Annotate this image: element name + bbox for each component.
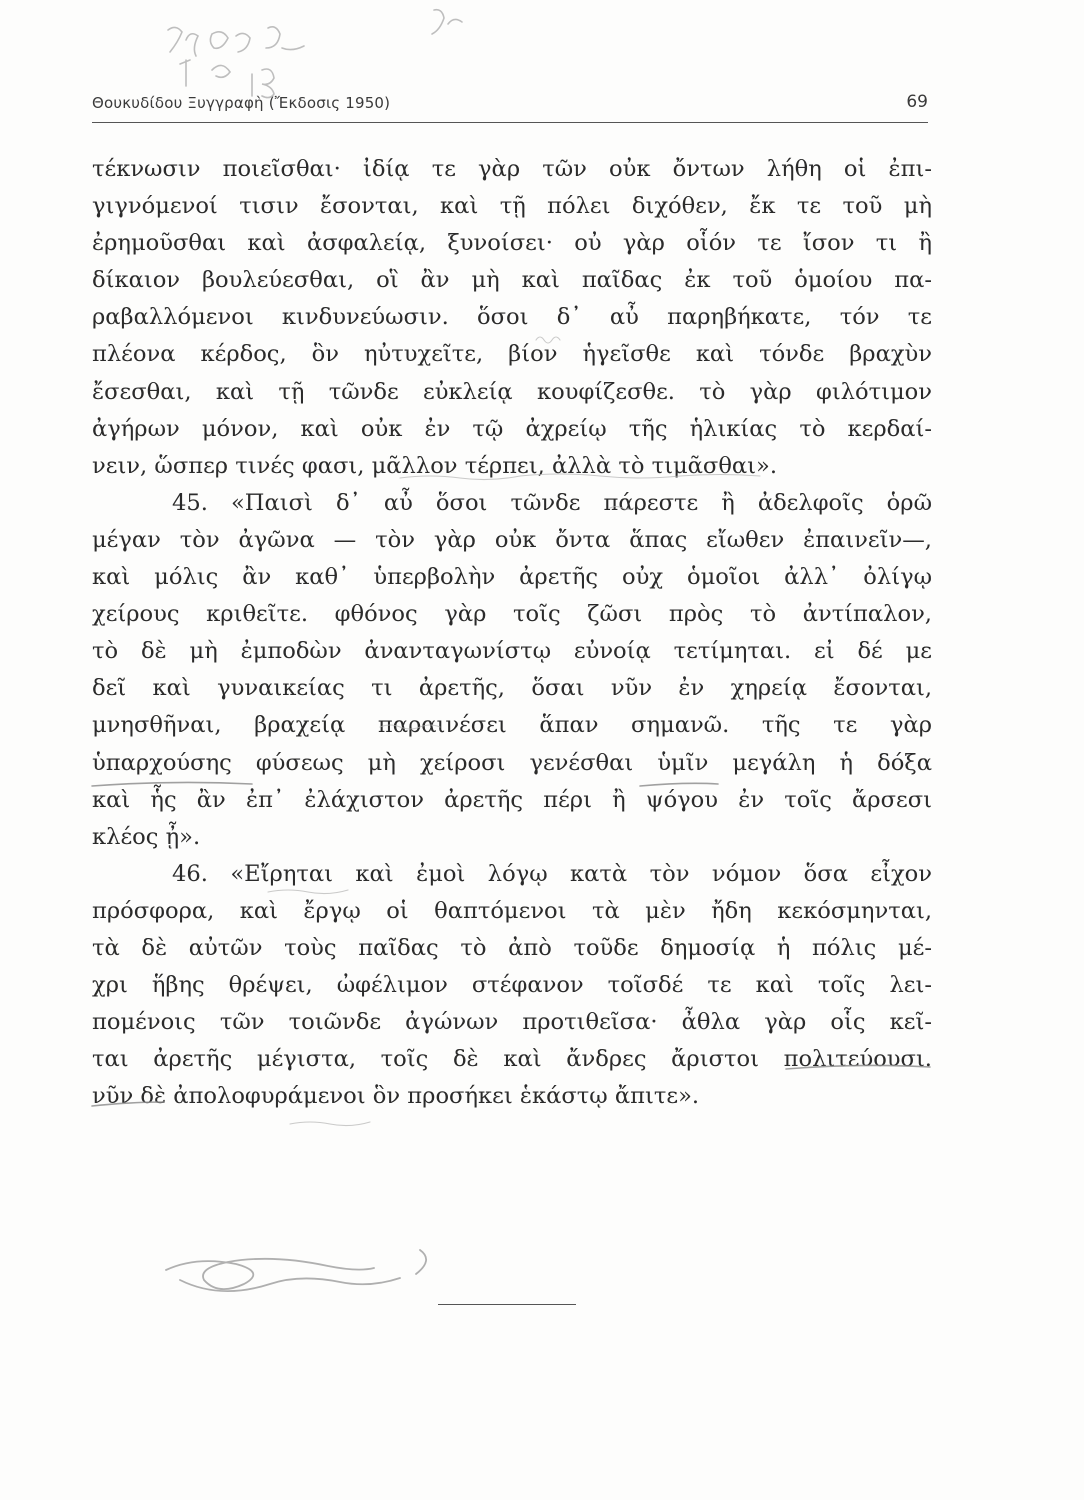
section-45-start: 45. «Παισὶ δ᾿ αὖ ὅσοι τῶνδε πάρεστε ἢ ἀδελφοῖς ὁρῶ [172, 489, 932, 516]
text-line: δεῖ καὶ γυναικείας τι ἀρετῆς, ὅσαι νῦν ἐν χηρείᾳ ἔσονται, [92, 675, 932, 702]
text-line: ται ἀρετῆς μέγιστα, τοῖς δὲ καὶ ἄνδρες ἄριστοι πολιτεύουσι. [92, 1046, 932, 1073]
text-line: ραβαλλόμενοι κινδυνεύωσιν. ὅσοι δ᾿ αὖ παρηβήκατε, τόν τε [92, 304, 932, 331]
pencil-doodle-icon [166, 1250, 426, 1291]
running-header [92, 92, 928, 123]
text-line: τὰ δὲ αὐτῶν τοὺς παῖδας τὸ ἀπὸ τοῦδε δημοσίᾳ ἡ πόλις μέ- [92, 934, 932, 961]
running-title: Θουκυδίδου Ξυγγραφὴ (Ἔκδοσις 1950) [92, 94, 391, 112]
text-line: ἀγήρων μόνον, καὶ οὐκ ἐν τῷ ἀχρείῳ τῆς ἡλικίας τὸ κερδαί- [92, 415, 932, 442]
text-line: χρι ἥβης θρέψει, ὠφέλιμον στέφανον τοῖσδέ τε καὶ τοῖς λει- [92, 972, 932, 999]
text-line: νῦν δὲ ἀπολοφυράμενοι ὃν προσήκει ἑκάστῳ ἄπιτε». [92, 1083, 700, 1110]
text-line: τὸ δὲ μὴ ἐμποδὼν ἀνανταγωνίστῳ εὐνοίᾳ τετίμηται. εἰ δέ με [92, 638, 932, 665]
text-line: πομένοις τῶν τοιῶνδε ἀγώνων προτιθεῖσα· ἆθλα γὰρ οἷς κεῖ- [92, 1009, 932, 1036]
text-line: ὑπαρχούσης φύσεως μὴ χείροσι γενέσθαι ὑμῖν μεγάλη ἡ δόξα [92, 749, 932, 776]
page-number: 69 [906, 92, 928, 112]
pencil-scribble-icon [168, 10, 462, 98]
text-line: δίκαιον βουλεύεσθαι, οἳ ἂν μὴ καὶ παῖδας ἐκ τοῦ ὁμοίου πα- [92, 267, 932, 294]
end-rule [438, 1304, 576, 1305]
text-line: τέκνωσιν ποιεῖσθαι· ἰδίᾳ τε γὰρ τῶν οὐκ ὄντων λήθη οἱ ἐπι- [92, 156, 932, 182]
text-line: μνησθῆναι, βραχείᾳ παραινέσει ἅπαν σημανῶ. τῆς τε γὰρ [92, 712, 932, 739]
text-line: νειν, ὥσπερ τινές φασι, μᾶλλον τέρπει, ἀλλὰ τὸ τιμᾶσθαι». [92, 452, 778, 479]
text-line: πλέονα κέρδος, ὃν ηὐτυχεῖτε, βίον ἡγεῖσθε καὶ τόνδε βραχὺν [92, 341, 932, 368]
text-line: κλέος ᾖ». [92, 823, 201, 850]
text-line: ἔσεσθαι, καὶ τῇ τῶνδε εὐκλείᾳ κουφίζεσθε. τὸ γὰρ φιλότιμον [92, 378, 932, 405]
text-line: καὶ μόλις ἂν καθ᾿ ὑπερβολὴν ἀρετῆς οὐχ ὁμοῖοι ἀλλ᾿ ὀλίγῳ [92, 564, 932, 591]
text-line: χείρους κριθεῖτε. φθόνος γὰρ τοῖς ζῶσι πρὸς τὸ ἀντίπαλον, [92, 601, 932, 628]
text-line: γιγνόμενοί τισιν ἔσονται, καὶ τῇ πόλει διχόθεν, ἔκ τε τοῦ μὴ [92, 193, 932, 220]
text-line: μέγαν τὸν ἀγῶνα — τὸν γὰρ οὐκ ὄντα ἅπας εἴωθεν ἐπαινεῖν—, [92, 526, 932, 553]
text-line: καὶ ἧς ἂν ἐπ᾿ ἐλάχιστον ἀρετῆς πέρι ἢ ψόγου ἐν τοῖς ἄρσεσι [92, 786, 932, 813]
main-text [92, 151, 932, 1115]
section-46-start: 46. «Εἴρηται καὶ ἐμοὶ λόγῳ κατὰ τὸν νόμον ὅσα εἶχον [172, 860, 932, 887]
text-line: πρόσφορα, καὶ ἔργῳ οἱ θαπτόμενοι τὰ μὲν ἤδη κεκόσμηνται, [92, 897, 932, 924]
text-line: ἐρημοῦσθαι καὶ ἀσφαλείᾳ, ξυνοίσει· οὐ γὰρ οἷόν τε ἴσον τι ἢ [92, 230, 932, 257]
